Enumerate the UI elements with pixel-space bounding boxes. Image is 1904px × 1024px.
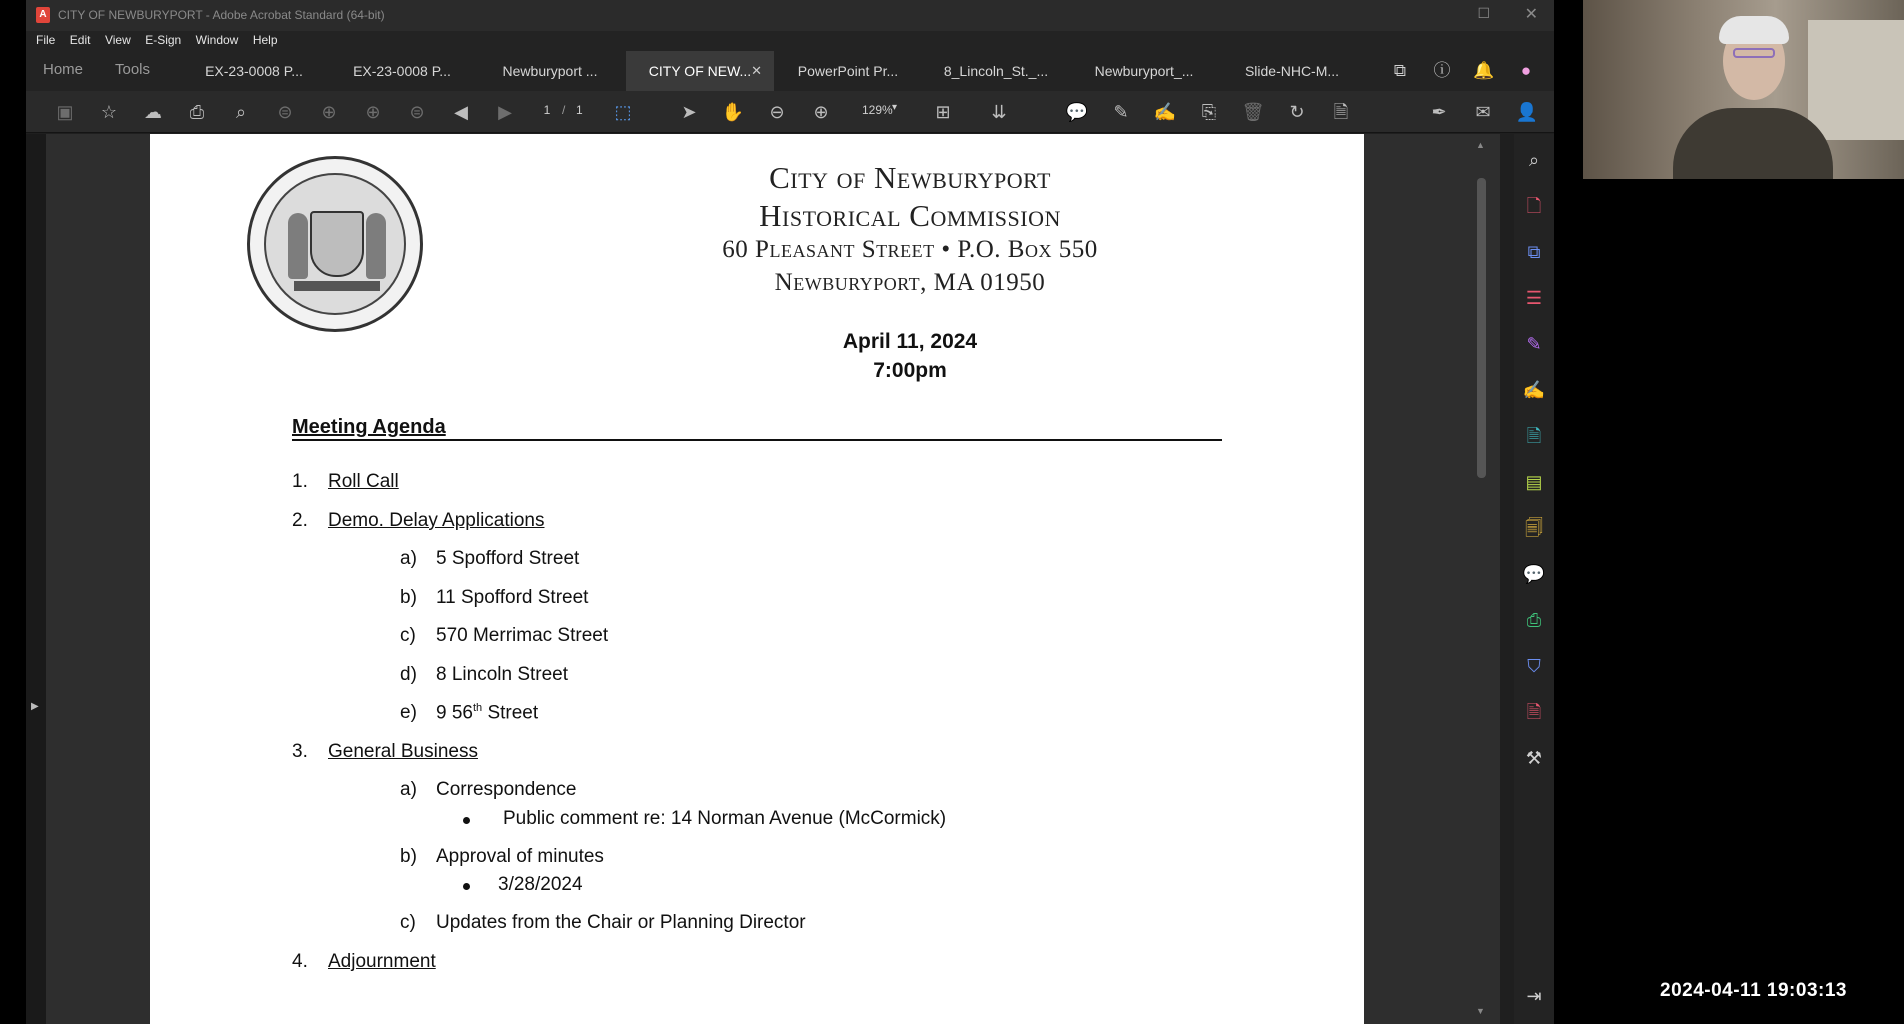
webcam-person-glasses [1733,48,1775,58]
document-icon[interactable]: 🗎 [1333,102,1349,122]
redact-pdf-icon[interactable]: 🗎 [1526,702,1542,722]
comment-panel-icon[interactable]: 💬 [1522,564,1546,584]
comment-icon[interactable]: 💬 [1065,102,1089,122]
upload-cloud-icon[interactable]: ☁ [144,102,162,122]
maximize-icon[interactable]: ☐ [1477,5,1490,21]
doc-tab[interactable]: Newburyport_... [1094,63,1194,79]
document-canvas [46,134,1500,1024]
left-panel-gutter [26,134,46,1024]
toolbar [26,91,1554,133]
zoom-search-icon[interactable]: ⌕ [1528,150,1540,170]
acrobat-app-icon: A [36,7,50,23]
tab-home[interactable]: Home [43,61,84,78]
close-icon[interactable]: ✕ [1524,6,1538,23]
sub-item-letter: a) [400,779,417,800]
seal-figure-left [288,213,308,279]
fill-sign-icon[interactable]: ✒ [1431,102,1447,122]
doc-tab[interactable]: EX-23-0008 P... [353,63,451,79]
next-page-icon[interactable]: ⊕ [365,102,381,122]
delete-icon[interactable]: 🗑 [1241,102,1265,122]
sub-item-letter: a) [400,548,417,569]
page-layout-icon[interactable]: ⊞ [935,102,951,122]
menu-view[interactable]: View [104,33,131,47]
sub-item-text: 8 Lincoln Street [436,664,569,685]
webcam-person-hair [1719,16,1789,44]
zoom-dropdown-icon[interactable]: ▾ [892,102,898,113]
stamp-icon[interactable]: ⎘ [1201,102,1217,122]
letterhead-city-zip: Newburyport, MA 01950 [774,269,1046,296]
menu-window[interactable]: Window [195,33,239,47]
protect-shield-icon[interactable]: ⛉ [1527,656,1541,676]
window-title: CITY OF NEWBURYPORT - Adobe Acrobat Standard (64-bit) [58,8,385,22]
back-icon[interactable]: ◀ [454,102,468,122]
export-pdf-icon[interactable]: 🗎 [1526,426,1542,446]
page-total: 1 [576,103,583,117]
menu-esign[interactable]: E-Sign [145,33,182,47]
scroll-down-icon[interactable]: ▼ [1476,1006,1485,1016]
sub-item-letter: b) [400,846,417,867]
bookmark-star-icon[interactable]: ☆ [100,102,118,122]
bullet-text: 3/28/2024 [498,874,583,895]
last-page-icon[interactable]: ⊜ [409,102,425,122]
sub-item-text: 570 Merrimac Street [436,625,609,646]
zoom-in-icon[interactable]: ⊕ [813,102,829,122]
search-icon[interactable]: ⌕ [235,102,247,122]
collapse-panel-icon[interactable]: ⇥ [1526,986,1542,1006]
seal-base [294,281,380,291]
title-bar [26,0,1554,31]
organize-pages-icon[interactable]: ☰ [1525,288,1543,308]
doc-tab[interactable]: Slide-NHC-M... [1244,63,1340,79]
scrollbar-thumb[interactable] [1477,178,1486,478]
bullet-dot [463,883,470,890]
vertical-scrollbar[interactable] [1474,138,1488,1020]
zoom-level[interactable]: 129% [862,103,893,117]
city-seal-logo [247,156,423,332]
agenda-item-adjournment: Adjournment [328,951,436,972]
select-cursor-icon[interactable]: ➤ [681,102,697,122]
agenda-number: 3. [292,741,308,762]
notification-bell-icon[interactable]: 🔔 [1473,61,1495,80]
letterhead-city: City of Newburyport [769,160,1051,195]
scroll-up-icon[interactable]: ▲ [1476,140,1485,150]
menu-bar [26,31,1554,51]
doc-tab[interactable]: EX-23-0008 P... [205,63,303,79]
doc-tab-label: CITY OF NEW... [648,63,752,79]
ordinal-suffix: th [472,702,483,714]
menu-edit[interactable]: Edit [69,33,91,47]
seal-figure-right [366,213,386,279]
doc-tab-active[interactable] [626,51,774,91]
seal-inner-ring [264,173,406,315]
menu-file[interactable]: File [36,33,56,47]
agenda-item-demo-delay: Demo. Delay Applications [328,510,545,531]
webcam-video-feed [1583,0,1904,179]
bullet-dot [463,817,470,824]
request-signature-icon[interactable]: ✎ [1526,334,1542,354]
fit-icon[interactable]: ⊜ [277,102,293,122]
fill-and-sign-icon[interactable]: ✍ [1522,380,1546,400]
agenda-number: 4. [292,951,308,972]
tab-tools[interactable]: Tools [115,61,151,78]
tab-bar [26,51,1554,91]
forward-icon[interactable]: ▶ [498,102,512,122]
letterhead-commission: Historical Commission [759,198,1061,233]
seal-shield [310,211,364,277]
doc-tab[interactable]: 8_Lincoln_St._... [943,63,1049,79]
bullet-text: Public comment re: 14 Norman Avenue (McCormick) [503,808,947,829]
help-icon[interactable]: ⓘ [1433,61,1451,80]
create-pdf-icon[interactable]: 🗋 [1526,196,1542,216]
share-user-icon[interactable]: 👤 [1515,102,1539,122]
share-screen-icon[interactable]: ⧉ [1393,61,1407,80]
agenda-title: Meeting Agenda [292,416,446,438]
acrobat-window [26,0,1554,1024]
close-tab-icon[interactable]: ✕ [751,63,762,78]
print-icon[interactable]: ⎙ [189,102,205,122]
letterhead-address: 60 Pleasant Street • P.O. Box 550 [722,236,1098,263]
more-tools-icon[interactable]: ⚒ [1525,748,1543,768]
email-icon[interactable]: ✉ [1475,102,1491,122]
highlight-pen-icon[interactable]: ✎ [1113,102,1129,122]
meeting-date: April 11, 2024 [842,330,978,353]
sub-item-letter: c) [400,912,416,933]
draw-icon[interactable]: ✍ [1153,102,1177,122]
page-number-input[interactable]: 1 [543,103,551,117]
sub-item-text: 11 Spofford Street [436,587,589,608]
zoom-out-icon[interactable]: ⊖ [769,102,785,122]
page-separator: / [562,103,566,117]
agenda-item-roll-call: Roll Call [328,471,399,492]
rotate-icon[interactable]: ↻ [1289,102,1305,122]
print-production-icon[interactable]: ⎙ [1526,610,1542,630]
hand-tool-icon[interactable]: ✋ [721,102,745,122]
sub-item-text: Approval of minutes [436,846,604,867]
expand-left-panel-icon[interactable]: ▶ [31,701,39,712]
sub-item-letter: c) [400,625,416,646]
sub-item-text-pre: 9 56 [436,702,473,724]
right-tools-panel [1514,134,1554,1024]
sub-item-letter: d) [400,664,417,685]
edit-pdf-icon[interactable]: ▤ [1525,472,1543,492]
scan-ocr-icon[interactable]: 🗐 [1525,518,1543,538]
recording-timestamp: 2024-04-11 19:03:13 [1660,980,1847,1001]
agenda-item-general-business: General Business [328,741,478,762]
sub-item-letter: b) [400,587,417,608]
agenda-divider [292,439,1222,441]
sub-item-letter: e) [400,702,417,723]
user-avatar-icon[interactable]: ● [1520,61,1532,80]
agenda-number: 2. [292,510,308,531]
save-icon[interactable]: ▣ [56,102,74,122]
combine-files-icon[interactable]: ⧉ [1527,242,1541,262]
menu-help[interactable]: Help [252,33,278,47]
sub-item-text [436,702,538,724]
marquee-zoom-icon[interactable]: ⬚ [614,102,632,122]
webcam-window-light [1808,20,1904,140]
scroll-mode-icon[interactable]: ⇊ [991,102,1007,122]
agenda-number: 1. [292,471,308,492]
sub-item-text: 5 Spofford Street [436,548,580,569]
sub-item-text-post: Street [482,702,539,724]
doc-tab[interactable]: PowerPoint Pr... [797,63,899,79]
sub-item-text: Correspondence [436,779,577,800]
sub-item-text: Updates from the Chair or Planning Director [436,912,806,933]
meeting-time: 7:00pm [873,359,947,382]
prev-page-icon[interactable]: ⊕ [321,102,337,122]
doc-tab[interactable]: Newburyport ... [502,63,598,79]
pdf-page [150,134,1364,1024]
